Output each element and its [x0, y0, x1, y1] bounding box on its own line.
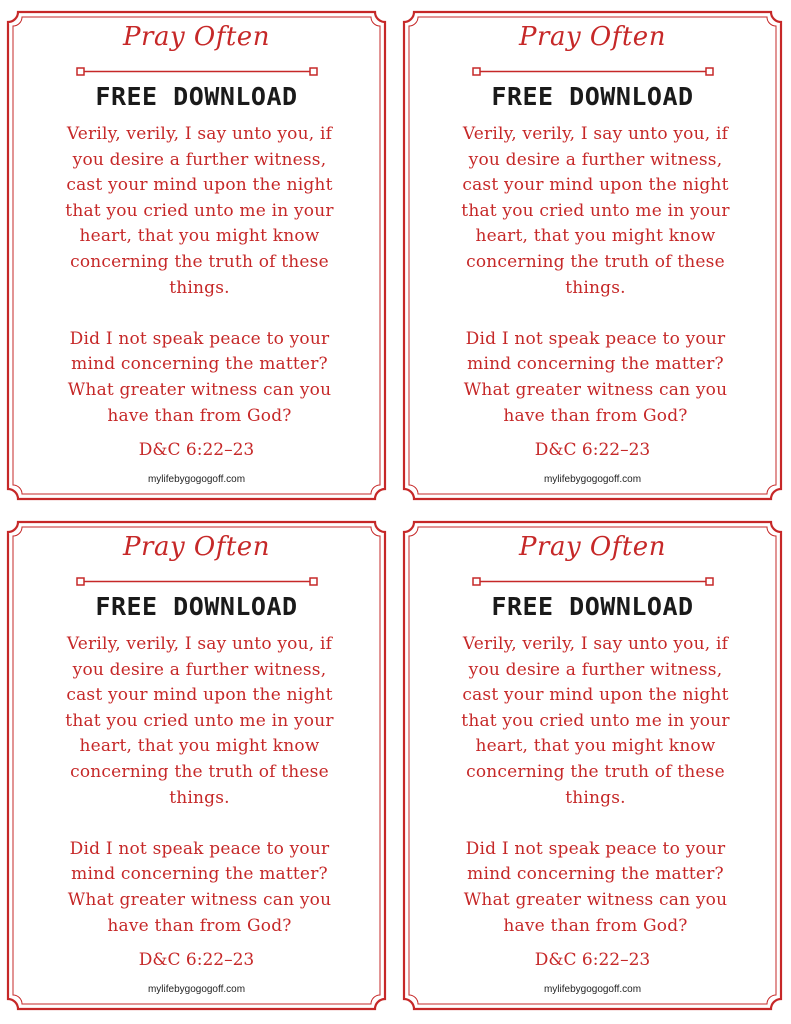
free-download-heading: FREE DOWNLOAD	[95, 82, 298, 111]
script-title: Pray Often	[123, 532, 270, 562]
verse-part-2: Did I not speak peace to your mind concerning the matter? What greater witness can you have than from God?	[67, 328, 332, 426]
scripture-verse-1	[422, 122, 769, 429]
verse-part-1: Verily, verily, I say unto you, if you desire a further witness, cast your mind upon the night that you cried unto me in your heart, that you might know concerning the truth of these things.	[461, 634, 730, 808]
verse-part-2: Did I not speak peace to your mind concerning the matter? What greater witness can you have than from God?	[463, 328, 728, 426]
free-download-heading: FREE DOWNLOAD	[491, 592, 694, 621]
printable-card	[4, 8, 389, 503]
website-credit: mylifebygogogoff.com	[147, 474, 246, 485]
website-credit: mylifebygogogoff.com	[543, 984, 642, 995]
website-credit: mylifebygogogoff.com	[543, 474, 642, 485]
verse-part-1: Verily, verily, I say unto you, if you desire a further witness, cast your mind upon the night that you cried unto me in your heart, that you might know concerning the truth of these things.	[65, 634, 334, 808]
ornament-divider	[472, 576, 714, 588]
printable-card	[400, 518, 785, 1013]
website-credit: mylifebygogogoff.com	[147, 984, 246, 995]
scripture-reference: D&C 6:22–23	[138, 950, 255, 970]
verse-part-1: Verily, verily, I say unto you, if you desire a further witness, cast your mind upon the night that you cried unto me in your heart, that you might know concerning the truth of these things.	[461, 124, 730, 298]
scripture-reference: D&C 6:22–23	[534, 440, 651, 460]
printable-card	[4, 518, 389, 1013]
scripture-reference: D&C 6:22–23	[138, 440, 255, 460]
verse-part-2: Did I not speak peace to your mind concerning the matter? What greater witness can you have than from God?	[67, 838, 332, 936]
free-download-heading: FREE DOWNLOAD	[95, 592, 298, 621]
script-title: Pray Often	[123, 22, 270, 52]
scripture-verse-1	[26, 122, 373, 429]
ornament-divider	[472, 66, 714, 78]
scripture-reference: D&C 6:22–23	[534, 950, 651, 970]
script-title: Pray Often	[519, 22, 666, 52]
printable-card	[400, 8, 785, 503]
verse-part-2: Did I not speak peace to your mind concerning the matter? What greater witness can you have than from God?	[463, 838, 728, 936]
ornament-divider	[76, 66, 318, 78]
verse-part-1: Verily, verily, I say unto you, if you desire a further witness, cast your mind upon the night that you cried unto me in your heart, that you might know concerning the truth of these things.	[65, 124, 334, 298]
scripture-verse-1	[422, 632, 769, 939]
script-title: Pray Often	[519, 532, 666, 562]
scripture-verse-1	[26, 632, 373, 939]
ornament-divider	[76, 576, 318, 588]
free-download-heading: FREE DOWNLOAD	[491, 82, 694, 111]
